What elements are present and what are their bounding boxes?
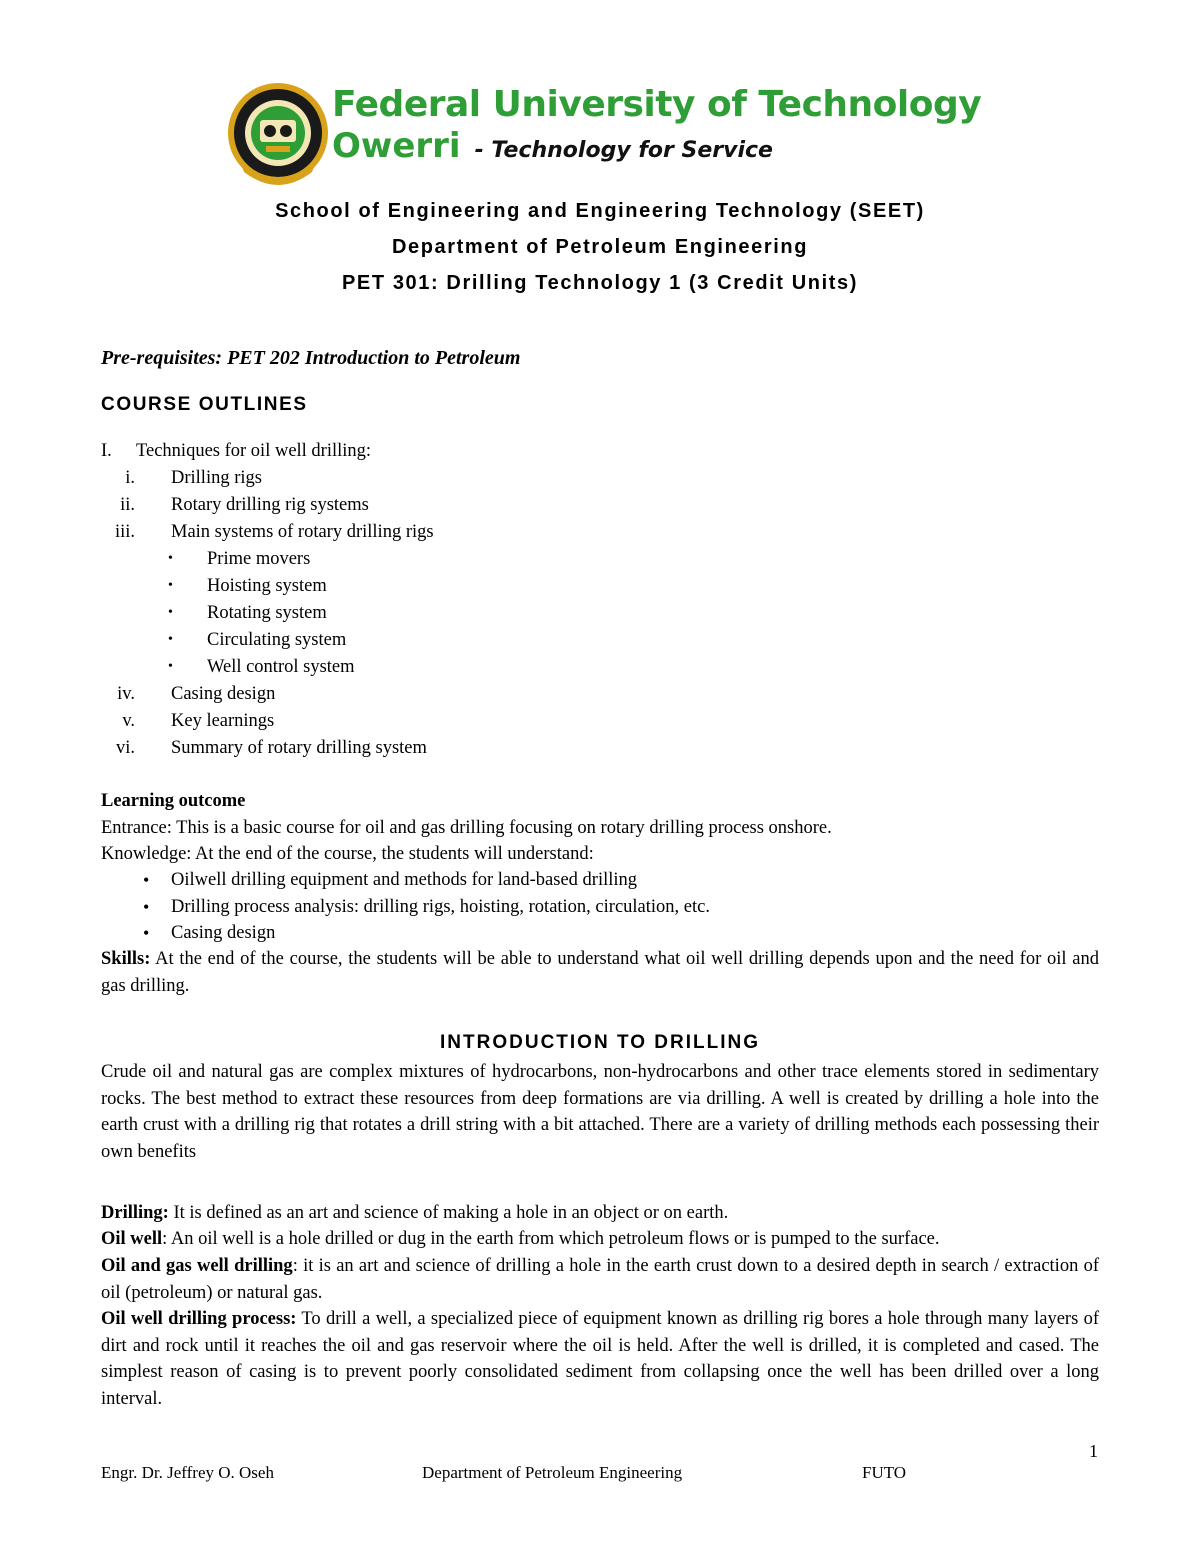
futo-seal-logo (226, 80, 330, 186)
learning-outcome-title: Learning outcome (101, 791, 246, 811)
page-number: 1 (1089, 1441, 1098, 1461)
definition-term: Oil well (101, 1229, 163, 1249)
outline-item-num: iv. (117, 684, 135, 704)
outline-item-text: Rotary drilling rig systems (171, 495, 369, 515)
definition-text: : An oil well is a hole drilled or dug in the earth from which petroleum flows or is pumped to the surface. (162, 1229, 940, 1249)
bullet-icon: • (143, 897, 150, 917)
outline-item-text: Summary of rotary drilling system (171, 738, 427, 758)
bullet-icon: • (168, 632, 173, 647)
department-heading: Department of Petroleum Engineering (391, 236, 809, 258)
outline-item-text: Drilling rigs (171, 468, 262, 488)
bullet-icon: • (143, 870, 150, 890)
footer-author: Engr. Dr. Jeffrey O. Oseh (101, 1463, 274, 1482)
university-motto: - Technology for Service (474, 138, 773, 163)
outline-item-text: Casing design (171, 684, 276, 704)
outline-main-text: Techniques for oil well drilling: (136, 441, 372, 461)
introduction-paragraph: Crude oil and natural gas are complex mixtures of hydrocarbons, non-hydrocarbons and other trace elements stored in sedimentary rocks. The best method to extract these resources from deep formations are via drilling. A well is created by drilling a hole into the earth crust with a drilling rig that rotates a drill string with a bit attached. There are a variety of drilling methods each possessing their own benefits (101, 1062, 1099, 1162)
school-heading: School of Engineering and Engineering Technology (SEET) (275, 200, 925, 222)
bullet-icon: • (168, 605, 173, 620)
definition-term: Drilling: (101, 1203, 169, 1223)
bullet-icon: • (143, 923, 150, 943)
bullet-icon: • (168, 659, 173, 674)
outline-subitem: Prime movers (207, 549, 311, 569)
university-logo (226, 80, 982, 190)
outline-item-num: v. (122, 711, 135, 731)
definition-oil-well (101, 1226, 1099, 1253)
learning-bullet: Oilwell drilling equipment and methods for land-based drilling (171, 870, 638, 890)
outline-item-num: i. (125, 468, 135, 488)
learning-bullet: Drilling process analysis: drilling rigs, hoisting, rotation, circulation, etc. (171, 897, 710, 917)
outline-item-text: Key learnings (171, 711, 275, 731)
definition-text: : it is an art and science of drilling a hole in the earth crust down to a desired depth in search / extraction of oil (petroleum) or natural gas. (101, 1256, 1099, 1303)
university-name: Federal University of Technology (332, 84, 982, 125)
outline-subitem: Circulating system (207, 630, 347, 650)
outline-subitem: Rotating system (207, 603, 327, 623)
definition-drilling-process (101, 1306, 1099, 1412)
learning-knowledge: Knowledge: At the end of the course, the students will understand: (101, 844, 594, 864)
skills-paragraph (101, 946, 1099, 999)
bullet-icon: • (168, 578, 173, 593)
skills-label: Skills: (101, 949, 151, 969)
prerequisites: Pre-requisites: PET 202 Introduction to Petroleum (101, 347, 521, 369)
definition-oil-gas-well-drilling (101, 1253, 1099, 1306)
course-outlines-title: COURSE OUTLINES (101, 394, 308, 415)
outline-item-num: iii. (114, 522, 135, 542)
introduction-title: INTRODUCTION TO DRILLING (440, 1032, 760, 1053)
footer-department: Department of Petroleum Engineering (422, 1463, 683, 1482)
outline-main-num: I. (101, 441, 112, 461)
university-subline (332, 126, 773, 166)
bullet-icon: • (168, 551, 173, 566)
definition-text: It is defined as an art and science of making a hole in an object or on earth. (168, 1203, 729, 1223)
definition-term: Oil well drilling process: (101, 1309, 297, 1329)
definition-text: To drill a well, a specialized piece of equipment known as drilling rig bores a hole through many layers of dirt and rock until it reaches the oil and gas reservoir where the oil is held. After the well is drilled, it is completed and cased. The simplest reason of casing is to prevent poorly consolidated sediment from collapsing once the well has been drilled over a long interval. (101, 1309, 1099, 1409)
learning-bullet: Casing design (171, 923, 276, 943)
definition-drilling (101, 1200, 1099, 1227)
definition-term: Oil and gas well drilling (101, 1256, 293, 1276)
skills-text: At the end of the course, the students will be able to understand what oil well drilling depends upon and the need for oil and gas drilling. (101, 949, 1099, 996)
learning-entrance: Entrance: This is a basic course for oil and gas drilling focusing on rotary drilling process onshore. (101, 818, 832, 838)
footer-institution: FUTO (862, 1463, 907, 1482)
course-heading: PET 301: Drilling Technology 1 (3 Credit Units) (341, 272, 858, 294)
outline-subitem: Hoisting system (207, 576, 327, 596)
outline-item-text: Main systems of rotary drilling rigs (171, 522, 434, 542)
outline-subitem: Well control system (207, 657, 355, 677)
outline-item-num: ii. (120, 495, 135, 515)
outline-item-num: vi. (115, 738, 135, 758)
university-city: Owerri (332, 126, 461, 166)
